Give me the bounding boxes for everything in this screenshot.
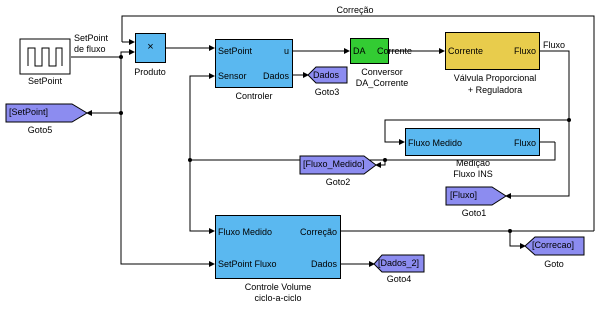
junction-dot — [567, 118, 571, 122]
wire-setpoint-controlevolume — [121, 113, 214, 264]
goto5-tag[interactable]: [SetPoint] — [9, 107, 49, 117]
controle-volume-block[interactable] — [215, 215, 341, 279]
pulse-generator-icon — [20, 39, 70, 74]
controler-in-setpoint: SetPoint — [218, 46, 253, 56]
conversor-out-corrente: Corrente — [377, 46, 413, 56]
junction-dot — [383, 158, 387, 162]
controle-volume-in-setpoint-fluxo: SetPoint Fluxo — [218, 259, 277, 269]
junction-dot — [119, 111, 123, 115]
controle-volume-caption-1: Controle Volume — [244, 282, 312, 292]
medicao-block[interactable] — [405, 128, 540, 156]
goto4-caption: Goto4 — [386, 274, 412, 284]
wire-correcao-goto — [510, 231, 525, 246]
wire-label-correcao: Correção — [336, 5, 374, 15]
controle-volume-in-fluxo-medido: Fluxo Medido — [218, 227, 273, 237]
valvula-in-corrente: Corrente — [448, 46, 484, 56]
produto-caption: Produto — [134, 67, 166, 77]
medicao-caption-1: Medição — [455, 158, 491, 168]
junction-dot — [119, 55, 123, 59]
goto3-caption: Goto3 — [314, 87, 340, 97]
controler-out-dados: Dados — [262, 71, 289, 81]
controler-out-u: u — [283, 46, 289, 56]
controler-block[interactable] — [215, 39, 293, 88]
wire-label-setpoint-2: de fluxo — [74, 44, 106, 54]
conversor-block[interactable] — [350, 38, 413, 64]
controle-volume-out-correcao: Correção — [299, 227, 337, 237]
goto2-tag[interactable]: [Fluxo_Medido] — [303, 159, 365, 169]
conversor-in-da: DA — [353, 46, 366, 56]
medicao-caption-2: Fluxo INS — [453, 169, 493, 179]
goto-tag[interactable]: [Correcao] — [532, 240, 575, 250]
controle-volume-out-dados: Dados — [310, 259, 337, 269]
produto-block[interactable] — [135, 33, 166, 63]
goto3-tag[interactable]: Dados — [313, 70, 340, 80]
setpoint-caption: SetPoint — [27, 76, 63, 86]
controler-in-sensor: Sensor — [218, 71, 247, 81]
conversor-caption-1: Conversor — [361, 67, 403, 77]
wire-label-fluxo: Fluxo — [543, 40, 566, 50]
junction-dot — [508, 229, 512, 233]
valvula-block[interactable] — [445, 32, 540, 70]
wire-label-setpoint-1: SetPoint — [74, 33, 109, 43]
goto4-tag[interactable]: [Dados_2] — [378, 258, 420, 268]
produto-symbol: × — [147, 41, 154, 53]
junction-dot — [188, 158, 192, 162]
wire-sensor-controler — [190, 76, 214, 160]
controler-caption: Controler — [235, 91, 273, 101]
goto-caption: Goto — [544, 259, 564, 269]
conversor-caption-2: DA_Corrente — [355, 78, 409, 88]
valvula-caption-2: + Reguladora — [467, 85, 523, 95]
medicao-out-fluxo: Fluxo — [513, 138, 536, 148]
medicao-in-fluxo-medido: Fluxo Medido — [408, 138, 463, 148]
valvula-out-fluxo: Fluxo — [513, 46, 536, 56]
goto1-tag[interactable]: [Fluxo] — [450, 190, 478, 200]
wire-medido-controlevolume — [190, 160, 214, 231]
valvula-caption-1: Válvula Proporcional — [453, 73, 537, 83]
goto2-caption: Goto2 — [325, 177, 351, 187]
controle-volume-caption-2: ciclo-a-ciclo — [254, 293, 302, 303]
goto5-caption: Goto5 — [27, 125, 53, 135]
wire-setpoint-goto5 — [87, 57, 121, 113]
goto1-caption: Goto1 — [461, 208, 487, 218]
